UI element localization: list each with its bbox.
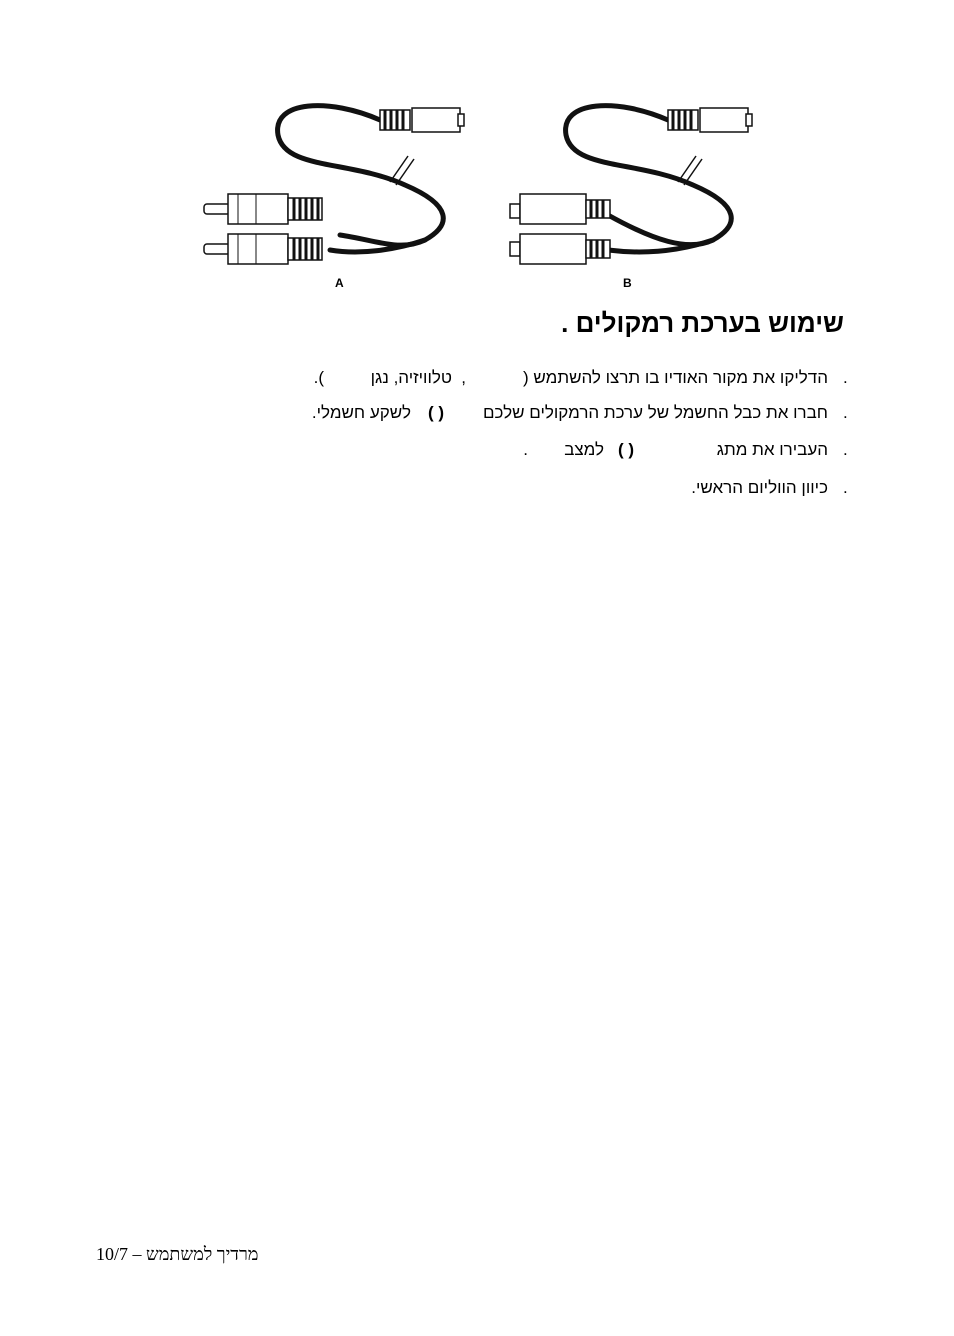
step-number: . [843,368,848,387]
step-number: . [843,440,848,459]
label-a: A [335,276,344,290]
step-2 [0,403,954,433]
step-text: העבירו את מתג [716,440,828,459]
step-text: כיוון הווליום הראשי. [691,478,828,497]
step-1 [0,368,954,398]
step-text-paren: ( ) [617,440,634,459]
step-text-end: . [523,440,528,459]
step-text-paren: ( ) [427,403,444,422]
label-b: B [623,276,632,290]
step-text-rest: לשקע חשמלי. [311,403,411,422]
step-number: . [843,478,848,497]
section-title: שימוש בערכת רמקולים . [561,308,844,338]
step-text: הדליקו את מקור האודיו בו תרצו להשתמש ( [523,368,828,387]
page-footer: מרדיך למשתמש – 10/7 [96,1244,259,1264]
step-4 [0,478,954,508]
step-text-comma: , [461,368,466,387]
cable-illustration [190,90,770,300]
cable-a-illustration [204,106,464,290]
cable-b-illustration [510,106,752,290]
step-text-rest: למצב [564,440,604,459]
step-number: . [843,403,848,422]
step-text-examples: טלוויזיה, נגן [370,368,452,387]
step-text-close: ). [313,368,324,387]
step-3 [0,440,954,470]
step-text: חברו את כבל החשמל של ערכת הרמקולים שלכם [483,403,828,422]
